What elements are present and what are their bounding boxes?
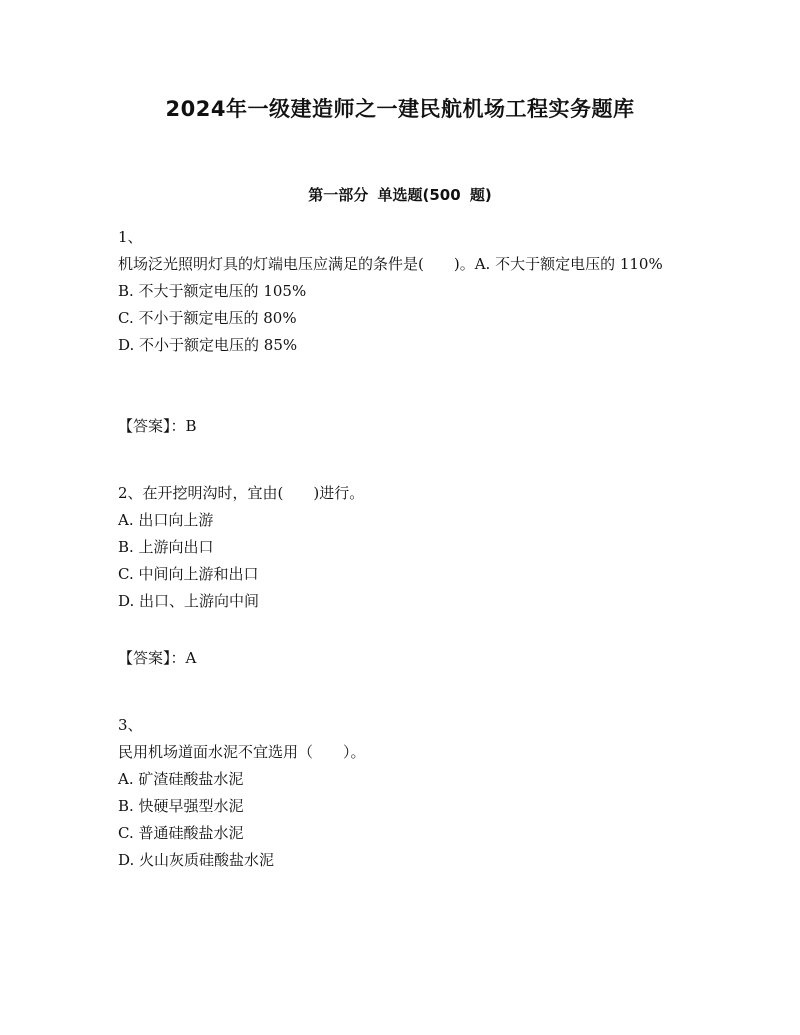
question-2-option-a: A. 出口向上游 <box>118 511 214 529</box>
question-3-option-a: A. 矿渣硅酸盐水泥 <box>118 770 244 788</box>
question-2-stem: 2、在开挖明沟时，宜由( )进行。 <box>118 484 365 502</box>
question-3 <box>118 712 678 874</box>
question-1-answer: 【答案】：B <box>118 417 197 435</box>
question-1-number: 1、 <box>118 228 143 246</box>
question-1-option-d: D. 不小于额定电压的 85% <box>118 336 298 354</box>
document-title: 2024年一级建造师之一建民航机场工程实务题库 <box>165 97 635 121</box>
question-1-stem: 机场泛光照明灯具的灯端电压应满足的条件是( )。A. 不大于额定电压的 110% <box>118 255 663 273</box>
question-3-option-c: C. 普通硅酸盐水泥 <box>118 824 244 842</box>
question-3-stem: 民用机场道面水泥不宜选用（ ）。 <box>118 743 366 761</box>
question-1 <box>118 224 678 359</box>
question-3-option-d: D. 火山灰质硅酸盐水泥 <box>118 851 275 869</box>
question-2-option-d: D. 出口、上游向中间 <box>118 592 260 610</box>
question-1-option-b: B. 不大于额定电压的 105% <box>118 282 307 300</box>
question-2-option-b: B. 上游向出口 <box>118 538 214 556</box>
question-2-answer: 【答案】：A <box>118 649 197 667</box>
question-3-option-b: B. 快硬早强型水泥 <box>118 797 244 815</box>
question-2-option-c: C. 中间向上游和出口 <box>118 565 259 583</box>
question-1-option-c: C. 不小于额定电压的 80% <box>118 309 297 327</box>
section-title: 第一部分 单选题(500 题) <box>308 186 492 204</box>
question-2 <box>118 480 678 615</box>
question-3-number: 3、 <box>118 716 143 734</box>
